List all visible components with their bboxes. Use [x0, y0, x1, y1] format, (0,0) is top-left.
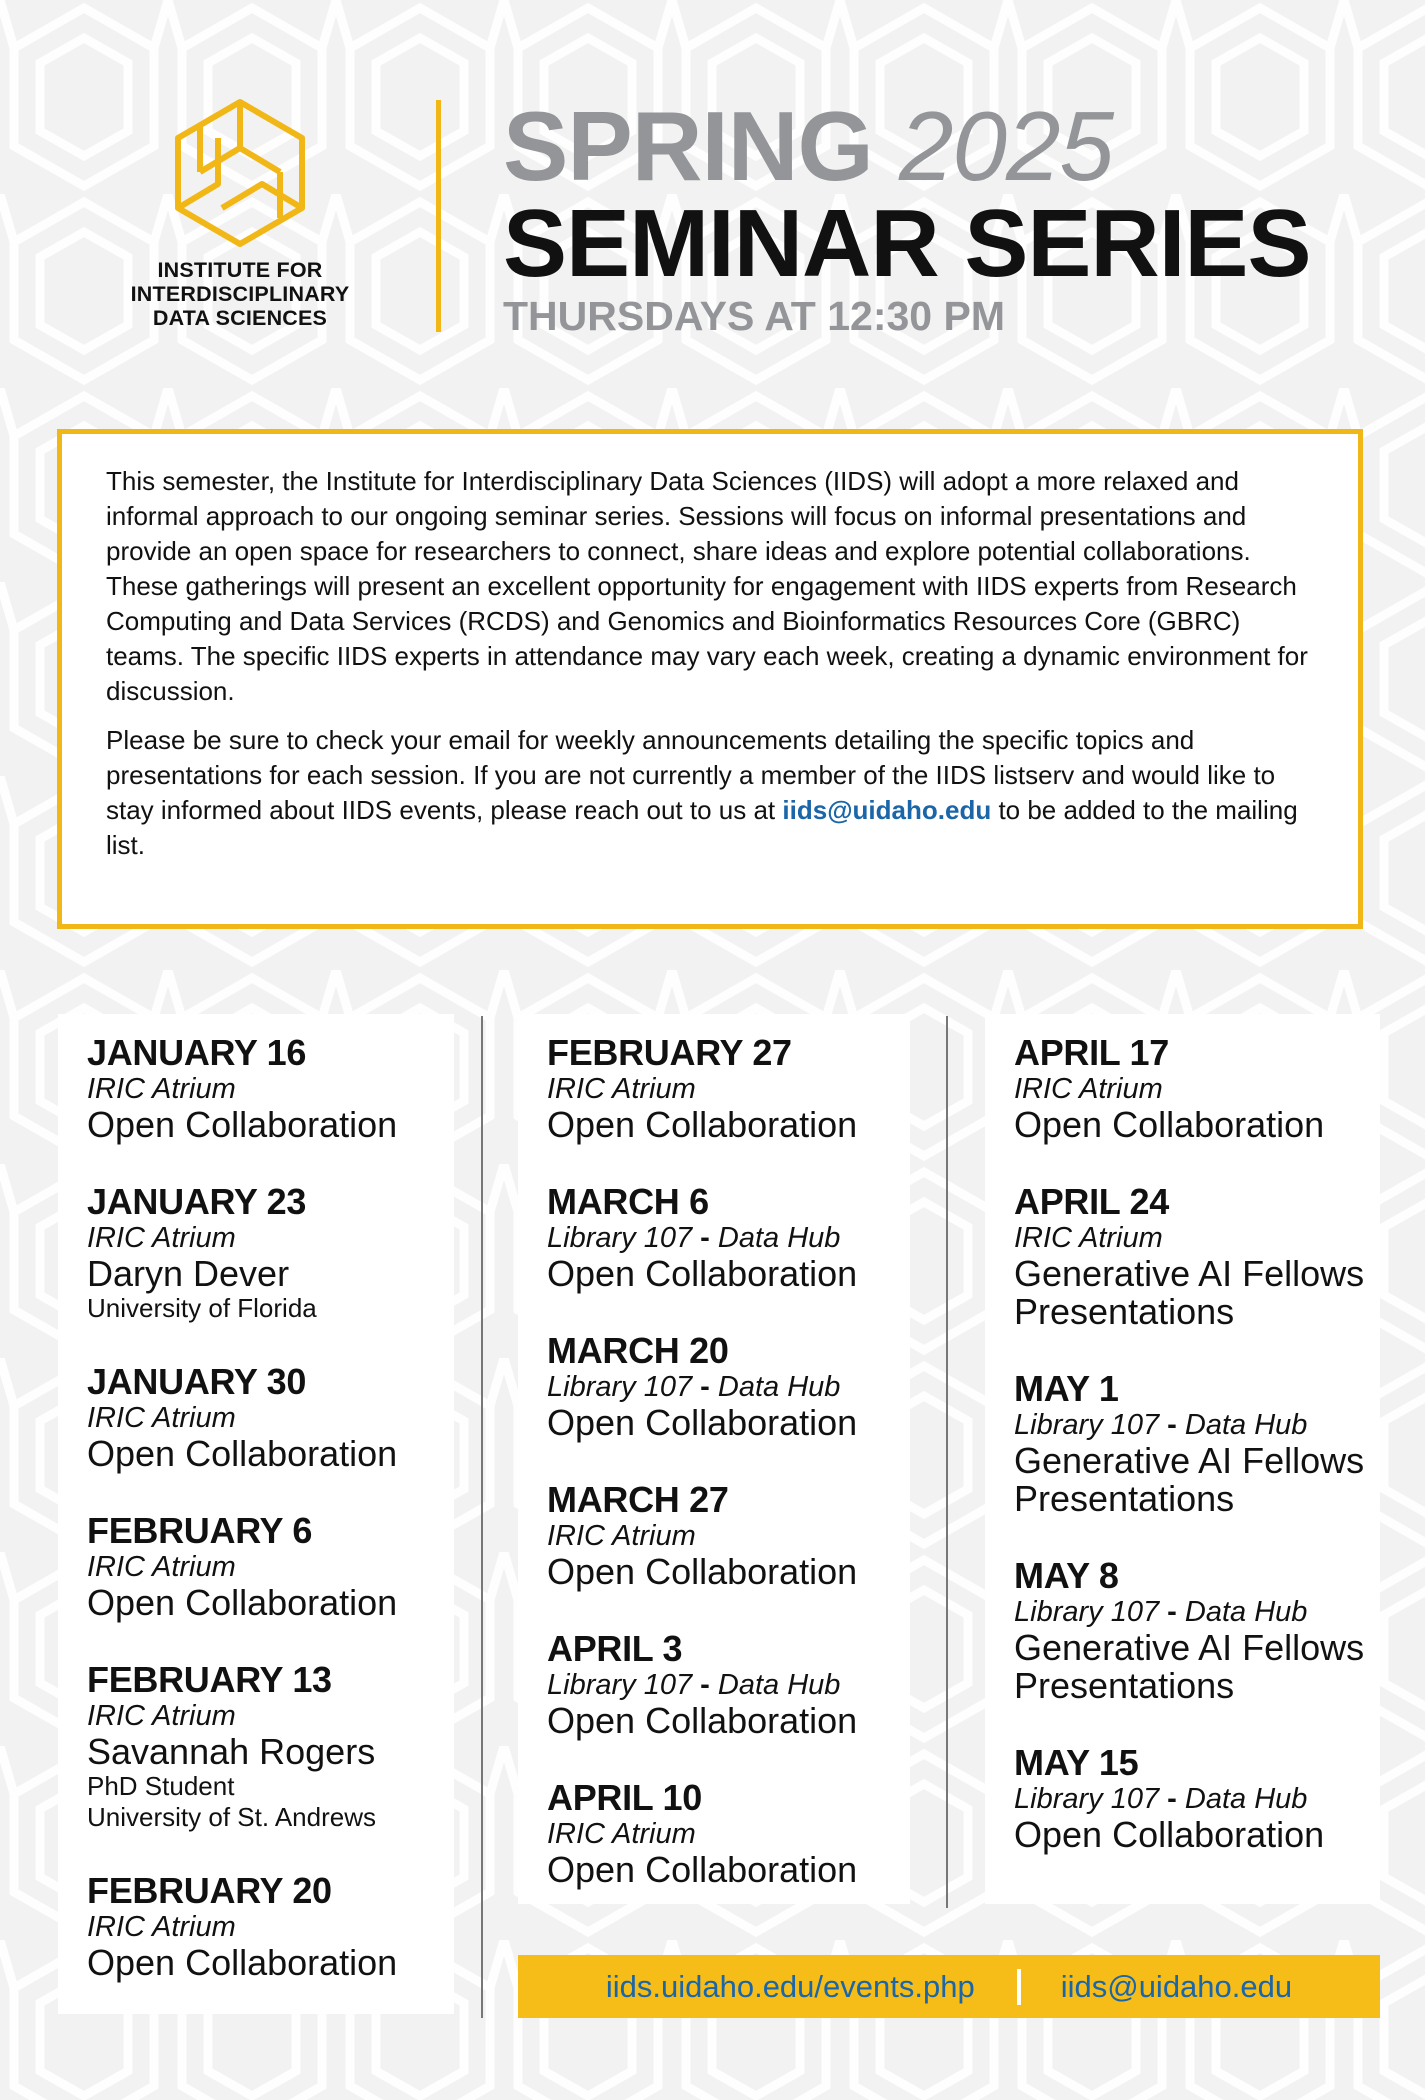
intro-email-link[interactable]: iids@uidaho.edu	[782, 795, 992, 825]
event-location-separator: -	[1167, 1596, 1177, 1628]
intro-paragraph-2-end: to be added to the mailing list.	[106, 795, 1298, 860]
event-location-room: Data Hub	[1184, 1596, 1308, 1628]
footer-website-link[interactable]: iids.uidaho.edu/events.php	[605, 1968, 975, 2004]
event-location: IRIC Atrium	[1014, 1073, 1163, 1105]
institute-name-line1: INSTITUTE FOR	[157, 258, 323, 282]
event-location: IRIC Atrium	[547, 1520, 696, 1552]
event-title: Open Collaboration	[87, 1433, 398, 1474]
event-date: MAY 8	[1014, 1555, 1119, 1596]
event-location-separator: -	[700, 1371, 710, 1403]
event-item	[547, 1779, 910, 1889]
event-location: IRIC Atrium	[547, 1818, 696, 1850]
event-location	[547, 1668, 910, 1702]
event-date: MARCH 20	[547, 1330, 729, 1371]
event-date: MAY 15	[1014, 1742, 1139, 1783]
event-item	[87, 1661, 454, 1833]
event-location: IRIC Atrium	[87, 1551, 236, 1583]
institute-logo	[110, 98, 370, 330]
event-date: JANUARY 16	[87, 1032, 307, 1073]
event-item	[87, 1512, 454, 1622]
intro-box	[57, 429, 1363, 929]
event-item	[547, 1630, 910, 1740]
event-item	[547, 1183, 910, 1293]
event-title: Open Collaboration	[87, 1582, 398, 1623]
event-affiliation: University of Florida	[87, 1293, 317, 1323]
event-title: Open Collaboration	[547, 1700, 858, 1741]
event-speaker: Daryn Dever	[87, 1253, 290, 1294]
event-item	[1014, 1370, 1380, 1518]
event-location-separator: -	[1167, 1783, 1177, 1815]
intro-paragraph-2-text: Please be sure to check your email for weekly announcements detailing the specific topics and presentations for each session. If you are not currently a member of the IIDS listserv and would like to stay informed about IIDS events, please reach out to us at	[106, 725, 1276, 825]
page-subtitle: THURSDAYS AT 12:30 PM	[503, 293, 1005, 339]
iids-emblem-icon	[172, 98, 308, 248]
event-date: FEBRUARY 27	[547, 1032, 792, 1073]
event-title: Open Collaboration	[547, 1849, 858, 1890]
title-block	[503, 91, 1311, 339]
event-date: FEBRUARY 13	[87, 1659, 332, 1700]
event-title: Generative AI Fellows	[1014, 1627, 1365, 1668]
intro-paragraph-2	[106, 723, 1313, 863]
event-date: MARCH 6	[547, 1181, 709, 1222]
event-location-room: Data Hub	[1184, 1783, 1308, 1815]
event-location-room: Data Hub	[1184, 1409, 1308, 1441]
event-location	[547, 1221, 910, 1255]
event-item	[1014, 1557, 1380, 1705]
schedule-column-3	[985, 1014, 1380, 1904]
event-location: IRIC Atrium	[87, 1402, 236, 1434]
event-location-room: Data Hub	[717, 1669, 841, 1701]
event-location-building: Library 107	[1014, 1596, 1160, 1628]
event-item	[1014, 1744, 1380, 1854]
event-location: IRIC Atrium	[547, 1073, 696, 1105]
event-location-building: Library 107	[1014, 1783, 1160, 1815]
event-speaker-role: PhD Student	[87, 1771, 235, 1801]
footer-contact-bar	[518, 1955, 1380, 2018]
title-season: SPRING	[503, 91, 873, 201]
column-divider	[481, 1016, 483, 2018]
event-date: APRIL 17	[1014, 1032, 1169, 1073]
institute-name-line2: INTERDISCIPLINARY	[130, 282, 350, 306]
event-date: MARCH 27	[547, 1479, 729, 1520]
event-affiliation: University of St. Andrews	[87, 1802, 376, 1832]
event-location: IRIC Atrium	[1014, 1222, 1163, 1254]
event-item	[1014, 1183, 1380, 1331]
event-title-line2: Presentations	[1014, 1665, 1235, 1706]
event-date: APRIL 3	[547, 1628, 683, 1669]
intro-paragraph-1: This semester, the Institute for Interdisciplinary Data Sciences (IIDS) will adopt a more relaxed and informal approach to our ongoing seminar series. Sessions will focus on informal presentations and provide an open space for researchers to connect, share ideas and explore potential collaborations. These gatherings will present an excellent opportunity for engagement with IIDS experts from Research Computing and Data Services (RCDS) and Genomics and Bioinformatics Resources Core (GBRC) teams. The specific IIDS experts in attendance may vary each week, creating a dynamic environment for discussion.	[106, 466, 1308, 706]
event-title: Generative AI Fellows	[1014, 1253, 1365, 1294]
event-location-room: Data Hub	[717, 1371, 841, 1403]
header-divider	[436, 100, 441, 332]
event-item	[547, 1034, 910, 1144]
event-date: JANUARY 30	[87, 1361, 307, 1402]
event-item	[547, 1481, 910, 1591]
institute-name-line3: DATA SCIENCES	[152, 306, 328, 330]
event-location-building: Library 107	[1014, 1409, 1160, 1441]
event-title: Open Collaboration	[547, 1402, 858, 1443]
event-title: Open Collaboration	[87, 1942, 398, 1983]
event-date: APRIL 10	[547, 1777, 702, 1818]
title-year: 2025	[898, 91, 1113, 201]
event-location	[1014, 1782, 1380, 1816]
event-location-separator: -	[1167, 1409, 1177, 1441]
page-title: SEMINAR SERIES	[503, 190, 1311, 297]
event-location	[1014, 1595, 1380, 1629]
event-item	[1014, 1034, 1380, 1144]
title-season-line	[503, 91, 1310, 201]
event-location-building: Library 107	[547, 1222, 693, 1254]
event-title: Open Collaboration	[1014, 1814, 1325, 1855]
event-title: Generative AI Fellows	[1014, 1440, 1365, 1481]
event-date: FEBRUARY 6	[87, 1510, 313, 1551]
event-location	[547, 1370, 910, 1404]
event-title: Open Collaboration	[547, 1551, 858, 1592]
event-title-line2: Presentations	[1014, 1478, 1235, 1519]
event-item	[87, 1872, 454, 1982]
event-date: JANUARY 23	[87, 1181, 307, 1222]
event-location: IRIC Atrium	[87, 1073, 236, 1105]
event-title: Open Collaboration	[547, 1104, 858, 1145]
column-divider	[946, 1016, 948, 1908]
schedule-column-2	[518, 1014, 910, 1904]
event-title: Open Collaboration	[1014, 1104, 1325, 1145]
event-item	[87, 1034, 454, 1144]
event-item	[87, 1183, 454, 1324]
event-item	[87, 1363, 454, 1473]
event-location-building: Library 107	[547, 1371, 693, 1403]
footer-separator	[1017, 1969, 1021, 2005]
event-date: MAY 1	[1014, 1368, 1119, 1409]
event-title: Open Collaboration	[547, 1253, 858, 1294]
event-item	[547, 1332, 910, 1442]
event-location: IRIC Atrium	[87, 1700, 236, 1732]
schedule-column-1	[58, 1014, 454, 2014]
event-location-separator: -	[700, 1669, 710, 1701]
event-title-line2: Presentations	[1014, 1291, 1235, 1332]
event-location: IRIC Atrium	[87, 1911, 236, 1943]
event-location	[1014, 1408, 1380, 1442]
event-location-room: Data Hub	[717, 1222, 841, 1254]
event-title: Open Collaboration	[87, 1104, 398, 1145]
event-location: IRIC Atrium	[87, 1222, 236, 1254]
event-date: FEBRUARY 20	[87, 1870, 332, 1911]
event-speaker: Savannah Rogers	[87, 1731, 376, 1772]
event-location-separator: -	[700, 1222, 710, 1254]
event-date: APRIL 24	[1014, 1181, 1169, 1222]
footer-email-link[interactable]: iids@uidaho.edu	[1060, 1968, 1293, 2004]
event-location-building: Library 107	[547, 1669, 693, 1701]
